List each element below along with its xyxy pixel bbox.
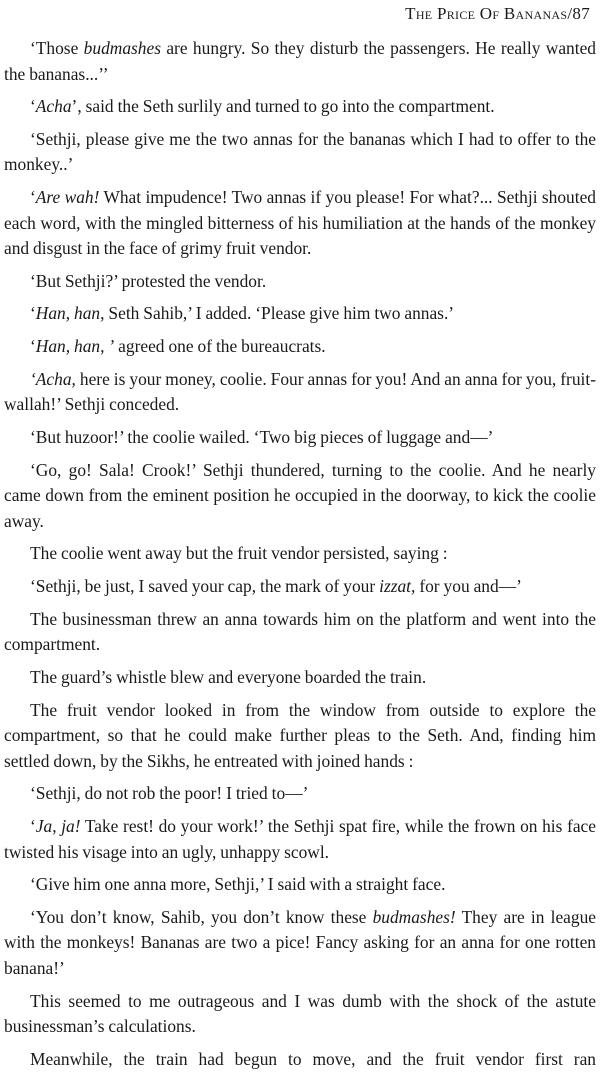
paragraph <box>4 541 596 567</box>
text-run: ‘ <box>30 96 36 117</box>
page-number: 87 <box>572 4 590 23</box>
italic-text-run: izzat, <box>379 576 416 597</box>
italic-text-run: budmashes <box>83 38 161 58</box>
text-run: ‘You don’t know, Sahib, you don’t know these <box>30 906 373 927</box>
text-run: ‘Sethji, do not rob the poor! I tried to—’ <box>30 783 309 804</box>
text-run: The businessman threw an anna towards him on the platform and went into the compartment. <box>4 608 596 655</box>
text-run: ‘Those <box>30 38 84 58</box>
paragraph <box>4 36 596 87</box>
paragraph <box>4 989 596 1040</box>
text-run: ‘ <box>30 303 36 324</box>
italic-text-run: Acha <box>35 96 72 117</box>
paragraph <box>4 781 596 807</box>
text-run: agreed one of the bureaucrats. <box>114 336 326 357</box>
paragraph <box>4 367 596 418</box>
paragraph <box>4 458 596 535</box>
running-header <box>405 4 590 24</box>
paragraph <box>4 607 596 658</box>
italic-text-run: Han, han, <box>35 303 105 324</box>
text-run: Seth Sahib,’ I added. ‘Please give him two annas.’ <box>104 303 455 324</box>
paragraph <box>4 872 596 898</box>
text-run: ‘ <box>30 187 36 208</box>
text-run: The coolie went away but the fruit vendor persisted, saying : <box>30 543 448 564</box>
paragraph <box>4 127 596 178</box>
italic-text-run: Han, han, ’ <box>35 336 115 357</box>
text-run: are hungry. So they disturb the passengers. He really wanted the bananas...’’ <box>4 38 596 84</box>
text-run: here is your money, coolie. Four annas for you! And an anna for you, fruit-wallah!’ Sethji conceded. <box>4 368 596 415</box>
running-header-separator: / <box>567 4 573 23</box>
text-run: ‘But Sethji?’ protested the vendor. <box>30 270 267 291</box>
text-run: The guard’s whistle blew and everyone boarded the train. <box>30 666 427 687</box>
italic-text-run: Are wah! <box>35 187 100 208</box>
text-run: Take rest! do your work!’ the Sethji spat fire, while the frown on his face twisted his visage into an ugly, unhappy scowl. <box>4 816 596 862</box>
text-run: This seemed to me outrageous and I was dumb with the shock of the astute businessman’s calculations. <box>4 990 596 1037</box>
text-run: What impudence! Two annas if you please! For what?... Sethji shouted each word, with the mingled bitterness of his humiliation at the hands of the monkey and disgust in the face of grimy fruit vendor. <box>4 187 596 259</box>
paragraph <box>4 94 596 120</box>
paragraph <box>4 425 596 451</box>
paragraph <box>4 1047 596 1073</box>
paragraph <box>4 698 596 775</box>
paragraph <box>4 301 596 327</box>
paragraph <box>4 334 596 360</box>
page-body <box>4 36 596 1079</box>
paragraph <box>4 185 596 262</box>
paragraph <box>4 269 596 295</box>
text-run: for you and—’ <box>415 576 522 597</box>
text-run: ‘Sethji, be just, I saved your cap, the mark of your <box>30 576 380 597</box>
italic-text-run: Ja, ja! <box>35 816 81 836</box>
text-run: ‘But huzoor!’ the coolie wailed. ‘Two big pieces of luggage and—’ <box>30 427 494 447</box>
running-header-title: The Price Of Bananas <box>405 4 568 23</box>
text-run: ‘Sethji, please give me the two annas for the bananas which I had to offer to the monkey..’ <box>4 128 596 175</box>
paragraph <box>4 814 596 865</box>
text-run: ‘ <box>30 816 36 836</box>
text-run: ’, said the Seth surlily and turned to go into the compartment. <box>71 96 495 117</box>
text-run: Meanwhile, the train had begun to move, and the fruit vendor first ran <box>30 1048 596 1069</box>
text-run: ‘Go, go! Sala! Crook!’ Sethji thundered, turning to the coolie. And he nearly came down from the eminent position he occupied in the doorway, to kick the coolie away. <box>4 459 596 531</box>
italic-text-run: ‘Acha, <box>30 368 76 389</box>
text-run: The fruit vendor looked in from the window from outside to explore the compartment, so that he could make further pleas to the Seth. And, finding him settled down, by the Sikhs, he entreated with joined hands : <box>4 699 596 771</box>
paragraph <box>4 574 596 600</box>
text-run: They are in league with the monkeys! Bananas are two a pice! Fancy asking for an anna for one rotten banana!’ <box>4 906 596 978</box>
italic-text-run: budmashes! <box>372 906 456 927</box>
paragraph <box>4 905 596 982</box>
text-run: ‘Give him one anna more, Sethji,’ I said with a straight face. <box>30 874 446 895</box>
text-run: ‘ <box>30 336 36 357</box>
paragraph <box>4 665 596 691</box>
